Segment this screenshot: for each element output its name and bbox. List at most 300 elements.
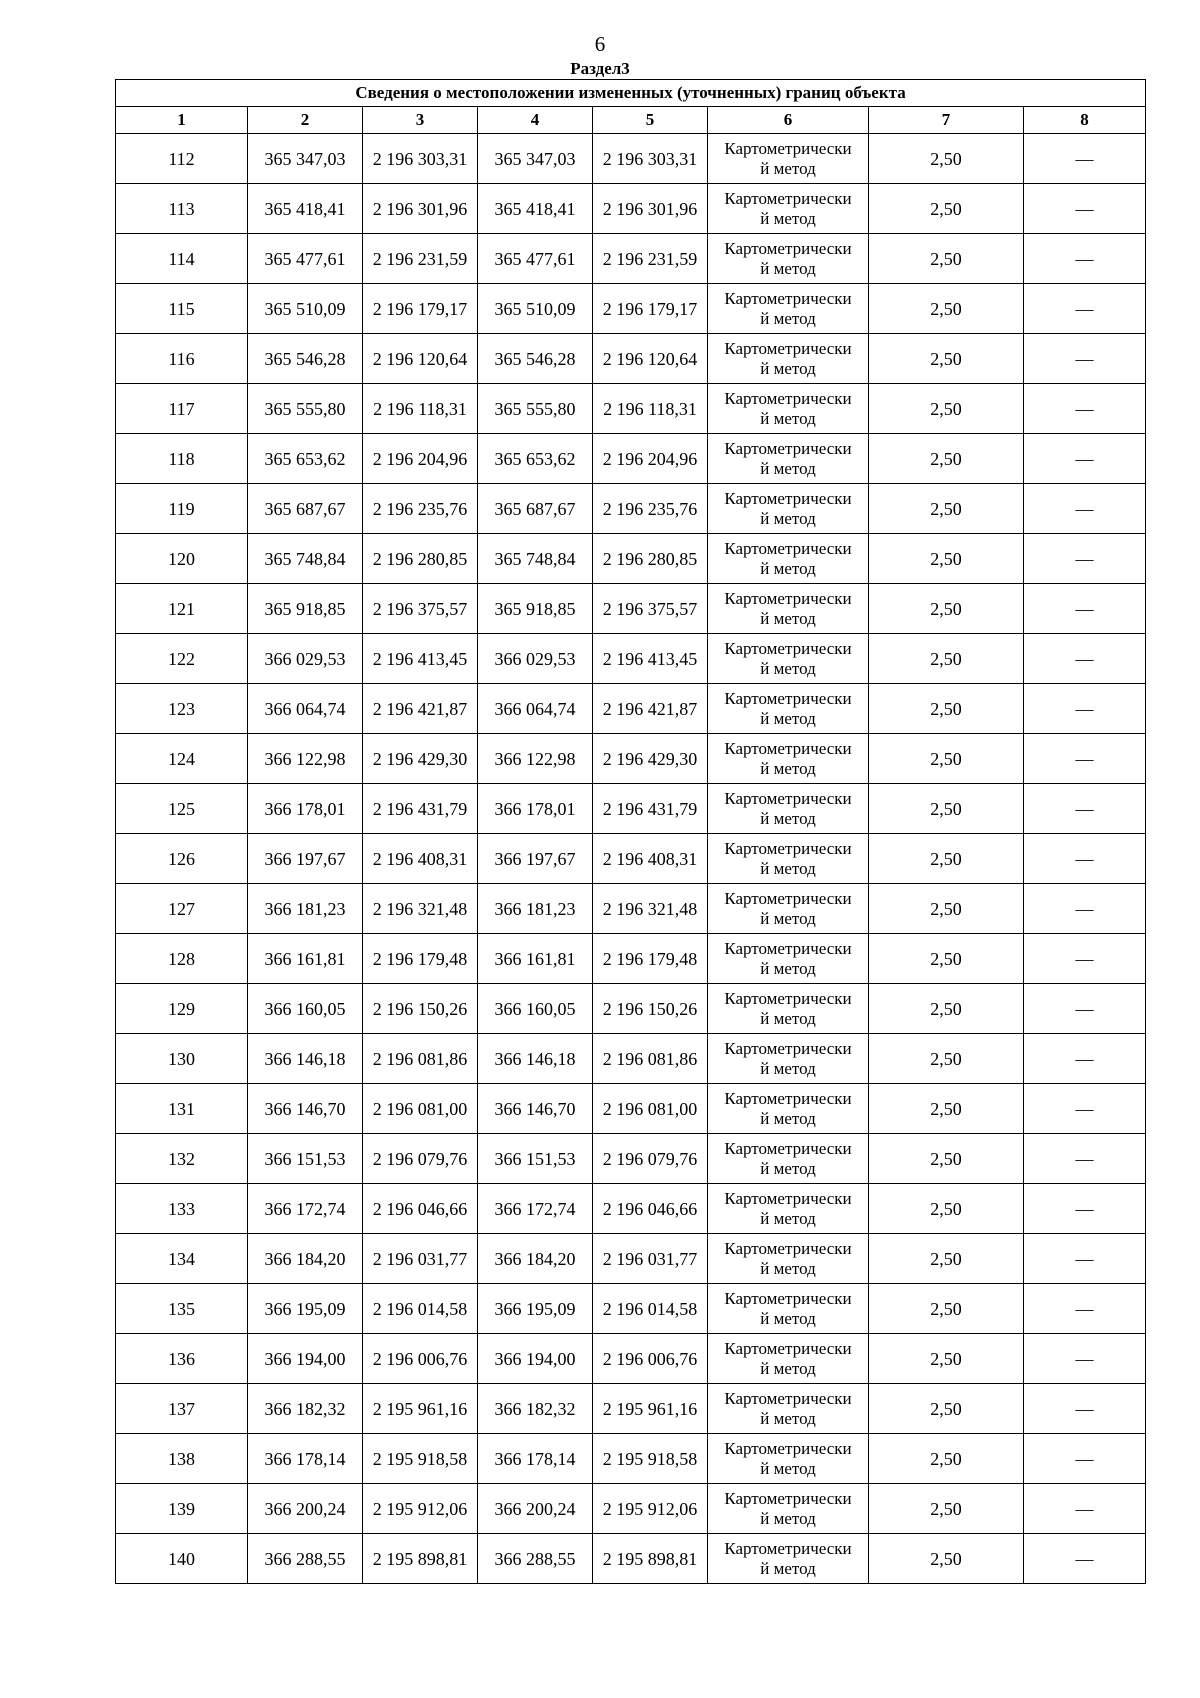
method-text-line: й метод [760,958,816,978]
refined-x-cell: 366 178,14 [478,1434,593,1484]
column-number: 6 [708,107,869,134]
accuracy-cell: 2,50 [869,1284,1024,1334]
method-cell [708,934,869,984]
description-cell: — [1024,134,1146,184]
existing-x-cell: 366 195,09 [248,1284,363,1334]
table-row [116,784,1146,834]
method-text-line: Картометрически [724,538,852,558]
method-cell [708,284,869,334]
existing-y-cell: 2 196 375,57 [363,584,478,634]
point-number-cell: 131 [116,1084,248,1134]
existing-x-cell: 365 918,85 [248,584,363,634]
existing-y-cell: 2 196 120,64 [363,334,478,384]
refined-y-cell: 2 196 179,48 [593,934,708,984]
point-number-cell: 125 [116,784,248,834]
accuracy-cell: 2,50 [869,234,1024,284]
refined-y-cell: 2 196 046,66 [593,1184,708,1234]
method-text-line: й метод [760,1458,816,1478]
method-cell [708,434,869,484]
method-cell [708,834,869,884]
accuracy-cell: 2,50 [869,534,1024,584]
accuracy-cell: 2,50 [869,334,1024,384]
method-text-line: Картометрически [724,1538,852,1558]
method-cell [708,1134,869,1184]
method-text-line: Картометрически [724,388,852,408]
method-cell [708,784,869,834]
method-cell [708,1484,869,1534]
point-number-cell: 124 [116,734,248,784]
point-number-cell: 129 [116,984,248,1034]
table-caption-row [116,80,1146,107]
refined-x-cell: 366 161,81 [478,934,593,984]
method-text-line: Картометрически [724,888,852,908]
point-number-cell: 132 [116,1134,248,1184]
refined-y-cell: 2 196 006,76 [593,1334,708,1384]
method-cell [708,634,869,684]
description-cell: — [1024,634,1146,684]
existing-x-cell: 366 197,67 [248,834,363,884]
table-row [116,484,1146,534]
description-cell: — [1024,484,1146,534]
existing-y-cell: 2 196 231,59 [363,234,478,284]
existing-x-cell: 365 510,09 [248,284,363,334]
existing-y-cell: 2 196 431,79 [363,784,478,834]
method-text-line: й метод [760,458,816,478]
description-cell: — [1024,434,1146,484]
refined-x-cell: 365 347,03 [478,134,593,184]
column-number: 8 [1024,107,1146,134]
existing-x-cell: 366 146,70 [248,1084,363,1134]
refined-y-cell: 2 196 081,00 [593,1084,708,1134]
point-number-cell: 130 [116,1034,248,1084]
column-number: 7 [869,107,1024,134]
table-row [116,134,1146,184]
method-text-line: Картометрически [724,188,852,208]
existing-y-cell: 2 196 081,86 [363,1034,478,1084]
table-row [116,1034,1146,1084]
method-cell [708,584,869,634]
method-text-line: й метод [760,1258,816,1278]
refined-x-cell: 366 182,32 [478,1384,593,1434]
table-row [116,584,1146,634]
column-number: 5 [593,107,708,134]
accuracy-cell: 2,50 [869,1484,1024,1534]
point-number-cell: 115 [116,284,248,334]
method-cell [708,1434,869,1484]
existing-y-cell: 2 196 046,66 [363,1184,478,1234]
description-cell: — [1024,784,1146,834]
description-cell: — [1024,1384,1146,1434]
table-row [116,334,1146,384]
method-cell [708,234,869,284]
existing-x-cell: 365 477,61 [248,234,363,284]
method-text-line: й метод [760,408,816,428]
point-number-cell: 118 [116,434,248,484]
table-row [116,534,1146,584]
point-number-cell: 139 [116,1484,248,1534]
method-cell [708,534,869,584]
description-cell: — [1024,334,1146,384]
method-cell [708,884,869,934]
refined-y-cell: 2 196 321,48 [593,884,708,934]
method-text-line: Картометрически [724,688,852,708]
column-number: 1 [116,107,248,134]
method-text-line: й метод [760,808,816,828]
refined-x-cell: 366 184,20 [478,1234,593,1284]
refined-x-cell: 365 418,41 [478,184,593,234]
table-row [116,984,1146,1034]
existing-x-cell: 366 182,32 [248,1384,363,1434]
point-number-cell: 133 [116,1184,248,1234]
accuracy-cell: 2,50 [869,584,1024,634]
refined-x-cell: 366 200,24 [478,1484,593,1534]
description-cell: — [1024,584,1146,634]
method-text-line: й метод [760,1408,816,1428]
existing-x-cell: 366 029,53 [248,634,363,684]
column-number: 4 [478,107,593,134]
description-cell: — [1024,1484,1146,1534]
accuracy-cell: 2,50 [869,134,1024,184]
method-text-line: Картометрически [724,638,852,658]
description-cell: — [1024,734,1146,784]
table-row [116,1134,1146,1184]
refined-y-cell: 2 195 961,16 [593,1384,708,1434]
existing-y-cell: 2 195 912,06 [363,1484,478,1534]
refined-x-cell: 366 160,05 [478,984,593,1034]
existing-x-cell: 366 178,01 [248,784,363,834]
existing-x-cell: 366 184,20 [248,1234,363,1284]
existing-x-cell: 365 555,80 [248,384,363,434]
existing-x-cell: 366 064,74 [248,684,363,734]
point-number-cell: 116 [116,334,248,384]
existing-y-cell: 2 196 303,31 [363,134,478,184]
existing-x-cell: 365 748,84 [248,534,363,584]
point-number-cell: 134 [116,1234,248,1284]
table-row [116,1284,1146,1334]
table-row [116,234,1146,284]
description-cell: — [1024,934,1146,984]
refined-y-cell: 2 196 031,77 [593,1234,708,1284]
refined-x-cell: 366 288,55 [478,1534,593,1584]
refined-x-cell: 366 194,00 [478,1334,593,1384]
method-text-line: Картометрически [724,1438,852,1458]
existing-y-cell: 2 196 150,26 [363,984,478,1034]
description-cell: — [1024,984,1146,1034]
table-row [116,1234,1146,1284]
refined-x-cell: 366 172,74 [478,1184,593,1234]
refined-x-cell: 365 653,62 [478,434,593,484]
accuracy-cell: 2,50 [869,1384,1024,1434]
refined-x-cell: 365 510,09 [478,284,593,334]
description-cell: — [1024,384,1146,434]
refined-y-cell: 2 196 303,31 [593,134,708,184]
refined-y-cell: 2 196 408,31 [593,834,708,884]
method-cell [708,1084,869,1134]
table-row [116,934,1146,984]
description-cell: — [1024,884,1146,934]
method-text-line: Картометрически [724,238,852,258]
existing-y-cell: 2 195 918,58 [363,1434,478,1484]
refined-y-cell: 2 196 375,57 [593,584,708,634]
point-number-cell: 136 [116,1334,248,1384]
description-cell: — [1024,534,1146,584]
existing-x-cell: 366 181,23 [248,884,363,934]
existing-x-cell: 366 160,05 [248,984,363,1034]
table-row [116,184,1146,234]
point-number-cell: 112 [116,134,248,184]
method-text-line: й метод [760,208,816,228]
point-number-cell: 123 [116,684,248,734]
point-number-cell: 127 [116,884,248,934]
refined-y-cell: 2 196 421,87 [593,684,708,734]
existing-y-cell: 2 196 179,17 [363,284,478,334]
section-title: Раздел3 [570,59,630,78]
accuracy-cell: 2,50 [869,784,1024,834]
method-text-line: Картометрически [724,588,852,608]
method-text-line: й метод [760,1158,816,1178]
method-text-line: й метод [760,1358,816,1378]
refined-x-cell: 365 477,61 [478,234,593,284]
method-cell [708,984,869,1034]
method-cell [708,684,869,734]
method-text-line: Картометрически [724,1288,852,1308]
accuracy-cell: 2,50 [869,1034,1024,1084]
method-cell [708,184,869,234]
existing-y-cell: 2 196 079,76 [363,1134,478,1184]
existing-y-cell: 2 196 006,76 [363,1334,478,1384]
description-cell: — [1024,1184,1146,1234]
table-row [116,634,1146,684]
method-text-line: й метод [760,558,816,578]
existing-y-cell: 2 196 421,87 [363,684,478,734]
existing-y-cell: 2 196 280,85 [363,534,478,584]
existing-y-cell: 2 196 429,30 [363,734,478,784]
refined-x-cell: 365 748,84 [478,534,593,584]
refined-x-cell: 366 151,53 [478,1134,593,1184]
column-number-row [116,107,1146,134]
refined-y-cell: 2 196 120,64 [593,334,708,384]
method-text-line: й метод [760,1058,816,1078]
description-cell: — [1024,1084,1146,1134]
method-text-line: й метод [760,1008,816,1028]
existing-x-cell: 365 653,62 [248,434,363,484]
refined-x-cell: 366 146,70 [478,1084,593,1134]
method-cell [708,1184,869,1234]
method-text-line: й метод [760,258,816,278]
method-text-line: Картометрически [724,1188,852,1208]
existing-x-cell: 365 687,67 [248,484,363,534]
method-text-line: й метод [760,758,816,778]
description-cell: — [1024,1434,1146,1484]
point-number-cell: 140 [116,1534,248,1584]
method-text-line: й метод [760,308,816,328]
accuracy-cell: 2,50 [869,1134,1024,1184]
existing-x-cell: 365 347,03 [248,134,363,184]
refined-y-cell: 2 196 118,31 [593,384,708,434]
method-text-line: й метод [760,1108,816,1128]
column-number: 2 [248,107,363,134]
existing-x-cell: 365 546,28 [248,334,363,384]
method-text-line: Картометрически [724,1038,852,1058]
accuracy-cell: 2,50 [869,284,1024,334]
accuracy-cell: 2,50 [869,634,1024,684]
method-text-line: Картометрически [724,788,852,808]
method-text-line: й метод [760,158,816,178]
refined-x-cell: 366 146,18 [478,1034,593,1084]
refined-x-cell: 365 546,28 [478,334,593,384]
table-row [116,384,1146,434]
accuracy-cell: 2,50 [869,384,1024,434]
method-cell [708,1234,869,1284]
description-cell: — [1024,684,1146,734]
method-text-line: й метод [760,908,816,928]
method-text-line: Картометрически [724,488,852,508]
accuracy-cell: 2,50 [869,734,1024,784]
method-text-line: й метод [760,1558,816,1578]
point-number-cell: 114 [116,234,248,284]
accuracy-cell: 2,50 [869,1434,1024,1484]
method-text-line: Картометрически [724,1138,852,1158]
point-number-cell: 122 [116,634,248,684]
refined-y-cell: 2 196 235,76 [593,484,708,534]
method-cell [708,1534,869,1584]
point-number-cell: 126 [116,834,248,884]
refined-y-cell: 2 196 431,79 [593,784,708,834]
refined-y-cell: 2 196 150,26 [593,984,708,1034]
method-cell [708,1334,869,1384]
accuracy-cell: 2,50 [869,1334,1024,1384]
method-text-line: й метод [760,1508,816,1528]
description-cell: — [1024,234,1146,284]
existing-y-cell: 2 196 408,31 [363,834,478,884]
existing-y-cell: 2 196 081,00 [363,1084,478,1134]
accuracy-cell: 2,50 [869,684,1024,734]
refined-y-cell: 2 196 081,86 [593,1034,708,1084]
table-row [116,1534,1146,1584]
existing-x-cell: 366 146,18 [248,1034,363,1084]
refined-y-cell: 2 196 231,59 [593,234,708,284]
existing-y-cell: 2 195 898,81 [363,1534,478,1584]
table-row [116,434,1146,484]
existing-x-cell: 365 418,41 [248,184,363,234]
existing-y-cell: 2 196 301,96 [363,184,478,234]
table-row [116,1084,1146,1134]
description-cell: — [1024,1334,1146,1384]
accuracy-cell: 2,50 [869,1084,1024,1134]
point-number-cell: 135 [116,1284,248,1334]
refined-y-cell: 2 196 014,58 [593,1284,708,1334]
table-row [116,834,1146,884]
existing-y-cell: 2 196 014,58 [363,1284,478,1334]
refined-y-cell: 2 196 429,30 [593,734,708,784]
description-cell: — [1024,184,1146,234]
point-number-cell: 117 [116,384,248,434]
refined-y-cell: 2 196 280,85 [593,534,708,584]
method-text-line: Картометрически [724,838,852,858]
table-row [116,684,1146,734]
existing-y-cell: 2 196 031,77 [363,1234,478,1284]
description-cell: — [1024,1284,1146,1334]
existing-y-cell: 2 195 961,16 [363,1384,478,1434]
refined-x-cell: 366 195,09 [478,1284,593,1334]
refined-y-cell: 2 195 898,81 [593,1534,708,1584]
point-number-cell: 119 [116,484,248,534]
point-number-cell: 113 [116,184,248,234]
table-row [116,884,1146,934]
accuracy-cell: 2,50 [869,1534,1024,1584]
accuracy-cell: 2,50 [869,434,1024,484]
boundary-coordinates-table [115,79,1146,1584]
description-cell: — [1024,1034,1146,1084]
existing-x-cell: 366 151,53 [248,1134,363,1184]
method-text-line: й метод [760,708,816,728]
method-cell [708,384,869,434]
table-row [116,1484,1146,1534]
existing-y-cell: 2 196 179,48 [363,934,478,984]
accuracy-cell: 2,50 [869,984,1024,1034]
method-cell [708,1284,869,1334]
existing-y-cell: 2 196 204,96 [363,434,478,484]
point-number-cell: 121 [116,584,248,634]
method-text-line: Картометрически [724,938,852,958]
description-cell: — [1024,1234,1146,1284]
method-text-line: й метод [760,358,816,378]
refined-x-cell: 365 687,67 [478,484,593,534]
accuracy-cell: 2,50 [869,1234,1024,1284]
existing-x-cell: 366 178,14 [248,1434,363,1484]
refined-x-cell: 365 555,80 [478,384,593,434]
refined-x-cell: 366 197,67 [478,834,593,884]
method-text-line: Картометрически [724,438,852,458]
accuracy-cell: 2,50 [869,1184,1024,1234]
refined-y-cell: 2 196 413,45 [593,634,708,684]
method-text-line: й метод [760,1208,816,1228]
method-cell [708,1384,869,1434]
existing-y-cell: 2 196 413,45 [363,634,478,684]
method-text-line: Картометрически [724,288,852,308]
table-row [116,284,1146,334]
method-text-line: Картометрически [724,1238,852,1258]
existing-x-cell: 366 161,81 [248,934,363,984]
method-text-line: й метод [760,508,816,528]
refined-y-cell: 2 196 301,96 [593,184,708,234]
method-cell [708,334,869,384]
accuracy-cell: 2,50 [869,834,1024,884]
table-row [116,1334,1146,1384]
accuracy-cell: 2,50 [869,184,1024,234]
refined-y-cell: 2 196 204,96 [593,434,708,484]
method-cell [708,484,869,534]
method-text-line: й метод [760,858,816,878]
refined-x-cell: 365 918,85 [478,584,593,634]
refined-x-cell: 366 029,53 [478,634,593,684]
refined-y-cell: 2 195 912,06 [593,1484,708,1534]
point-number-cell: 120 [116,534,248,584]
method-text-line: Картометрически [724,1388,852,1408]
method-text-line: Картометрически [724,1338,852,1358]
accuracy-cell: 2,50 [869,884,1024,934]
refined-x-cell: 366 122,98 [478,734,593,784]
method-text-line: Картометрически [724,338,852,358]
description-cell: — [1024,284,1146,334]
method-cell [708,734,869,784]
accuracy-cell: 2,50 [869,484,1024,534]
existing-x-cell: 366 194,00 [248,1334,363,1384]
point-number-cell: 138 [116,1434,248,1484]
method-cell [708,1034,869,1084]
method-text-line: Картометрически [724,988,852,1008]
page-number: 6 [594,32,606,56]
